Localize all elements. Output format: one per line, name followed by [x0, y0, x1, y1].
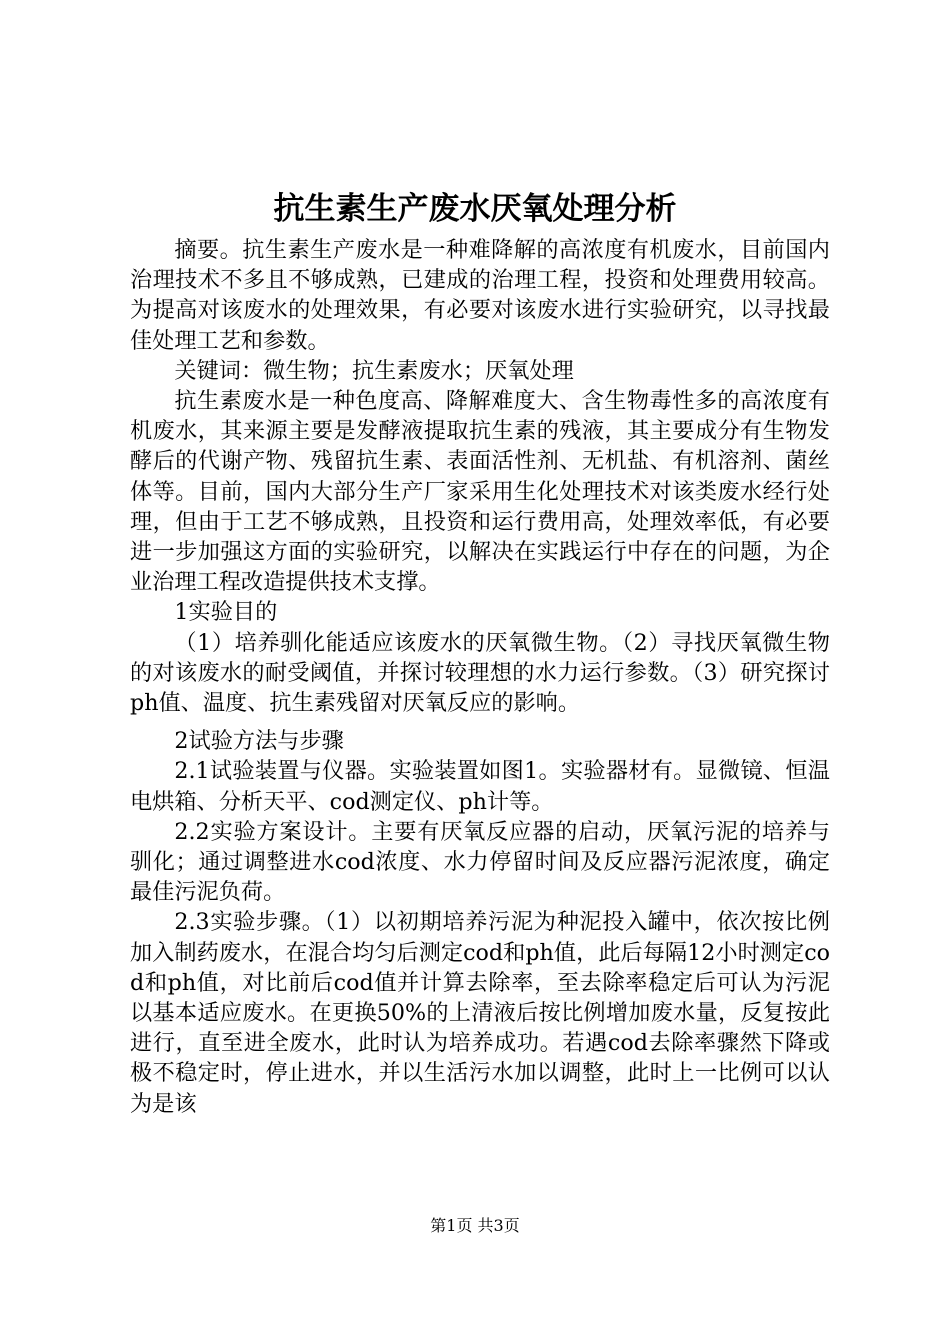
document-title: 抗生素生产废水厌氧处理分析: [273, 191, 677, 227]
objectives-paragraph: （1）培养驯化能适应该废水的厌氧微生物。（2）寻找厌氧微生物的对该废水的耐受阈值，并探讨较理想的水力运行参数。（3）研究探讨ph值、温度、抗生素残留对厌氧反应的影响。: [130, 629, 830, 717]
design-paragraph: 2.2实验方案设计。主要有厌氧反应器的启动，厌氧污泥的培养与驯化；通过调整进水cod浓度、水力停留时间及反应器污泥浓度，确定最佳污泥负荷。: [130, 818, 830, 906]
steps-paragraph: 2.3实验步骤。（1）以初期培养污泥为种泥投入罐中，依次按比例加入制药废水，在混合均匀后测定cod和ph值，此后每隔12小时测定cod和ph值，对比前后cod值并计算去除率，至去除率稳定后可认为污泥以基本适应废水。在更换50%的上清液后按比例增加废水量，反复按此进行，直至进全废水，此时认为培养成功。若遇cod去除率骤然下降或极不稳定时，停止进水，并以生活污水加以调整，此时上一比例可以认为是该: [130, 909, 830, 1117]
apparatus-paragraph: 2.1试验装置与仪器。实验装置如图1。实验器材有。显微镜、恒温电烘箱、分析天平、cod测定仪、ph计等。: [130, 758, 830, 815]
intro-paragraph: 抗生素废水是一种色度高、降解难度大、含生物毒性多的高浓度有机废水，其来源主要是发酵液提取抗生素的残液，其主要成分有生物发酵后的代谢产物、残留抗生素、表面活性剂、无机盐、有机溶剂、菌丝体等。目前，国内大部分生产厂家采用生化处理技术对该类废水经行处理，但由于工艺不够成熟，且投资和运行费用高，处理效率低，有必要进一步加强这方面的实验研究，以解决在实践运行中存在的问题，为企业治理工程改造提供技术支撑。: [130, 388, 830, 596]
keywords-paragraph: 关键词：微生物；抗生素废水；厌氧处理: [174, 357, 574, 384]
abstract-paragraph: 摘要。抗生素生产废水是一种难降解的高浓度有机废水，目前国内治理技术不多且不够成熟，已建成的治理工程，投资和处理费用较高。为提高对该废水的处理效果，有必要对该废水进行实验研究，以寻找最佳处理工艺和参数。: [130, 237, 830, 354]
section-heading: 1实验目的: [174, 599, 278, 626]
document-body: [130, 235, 830, 1119]
section-heading: 2试验方法与步骤: [174, 728, 344, 755]
page-footer: 第1页 共3页: [430, 1216, 520, 1235]
